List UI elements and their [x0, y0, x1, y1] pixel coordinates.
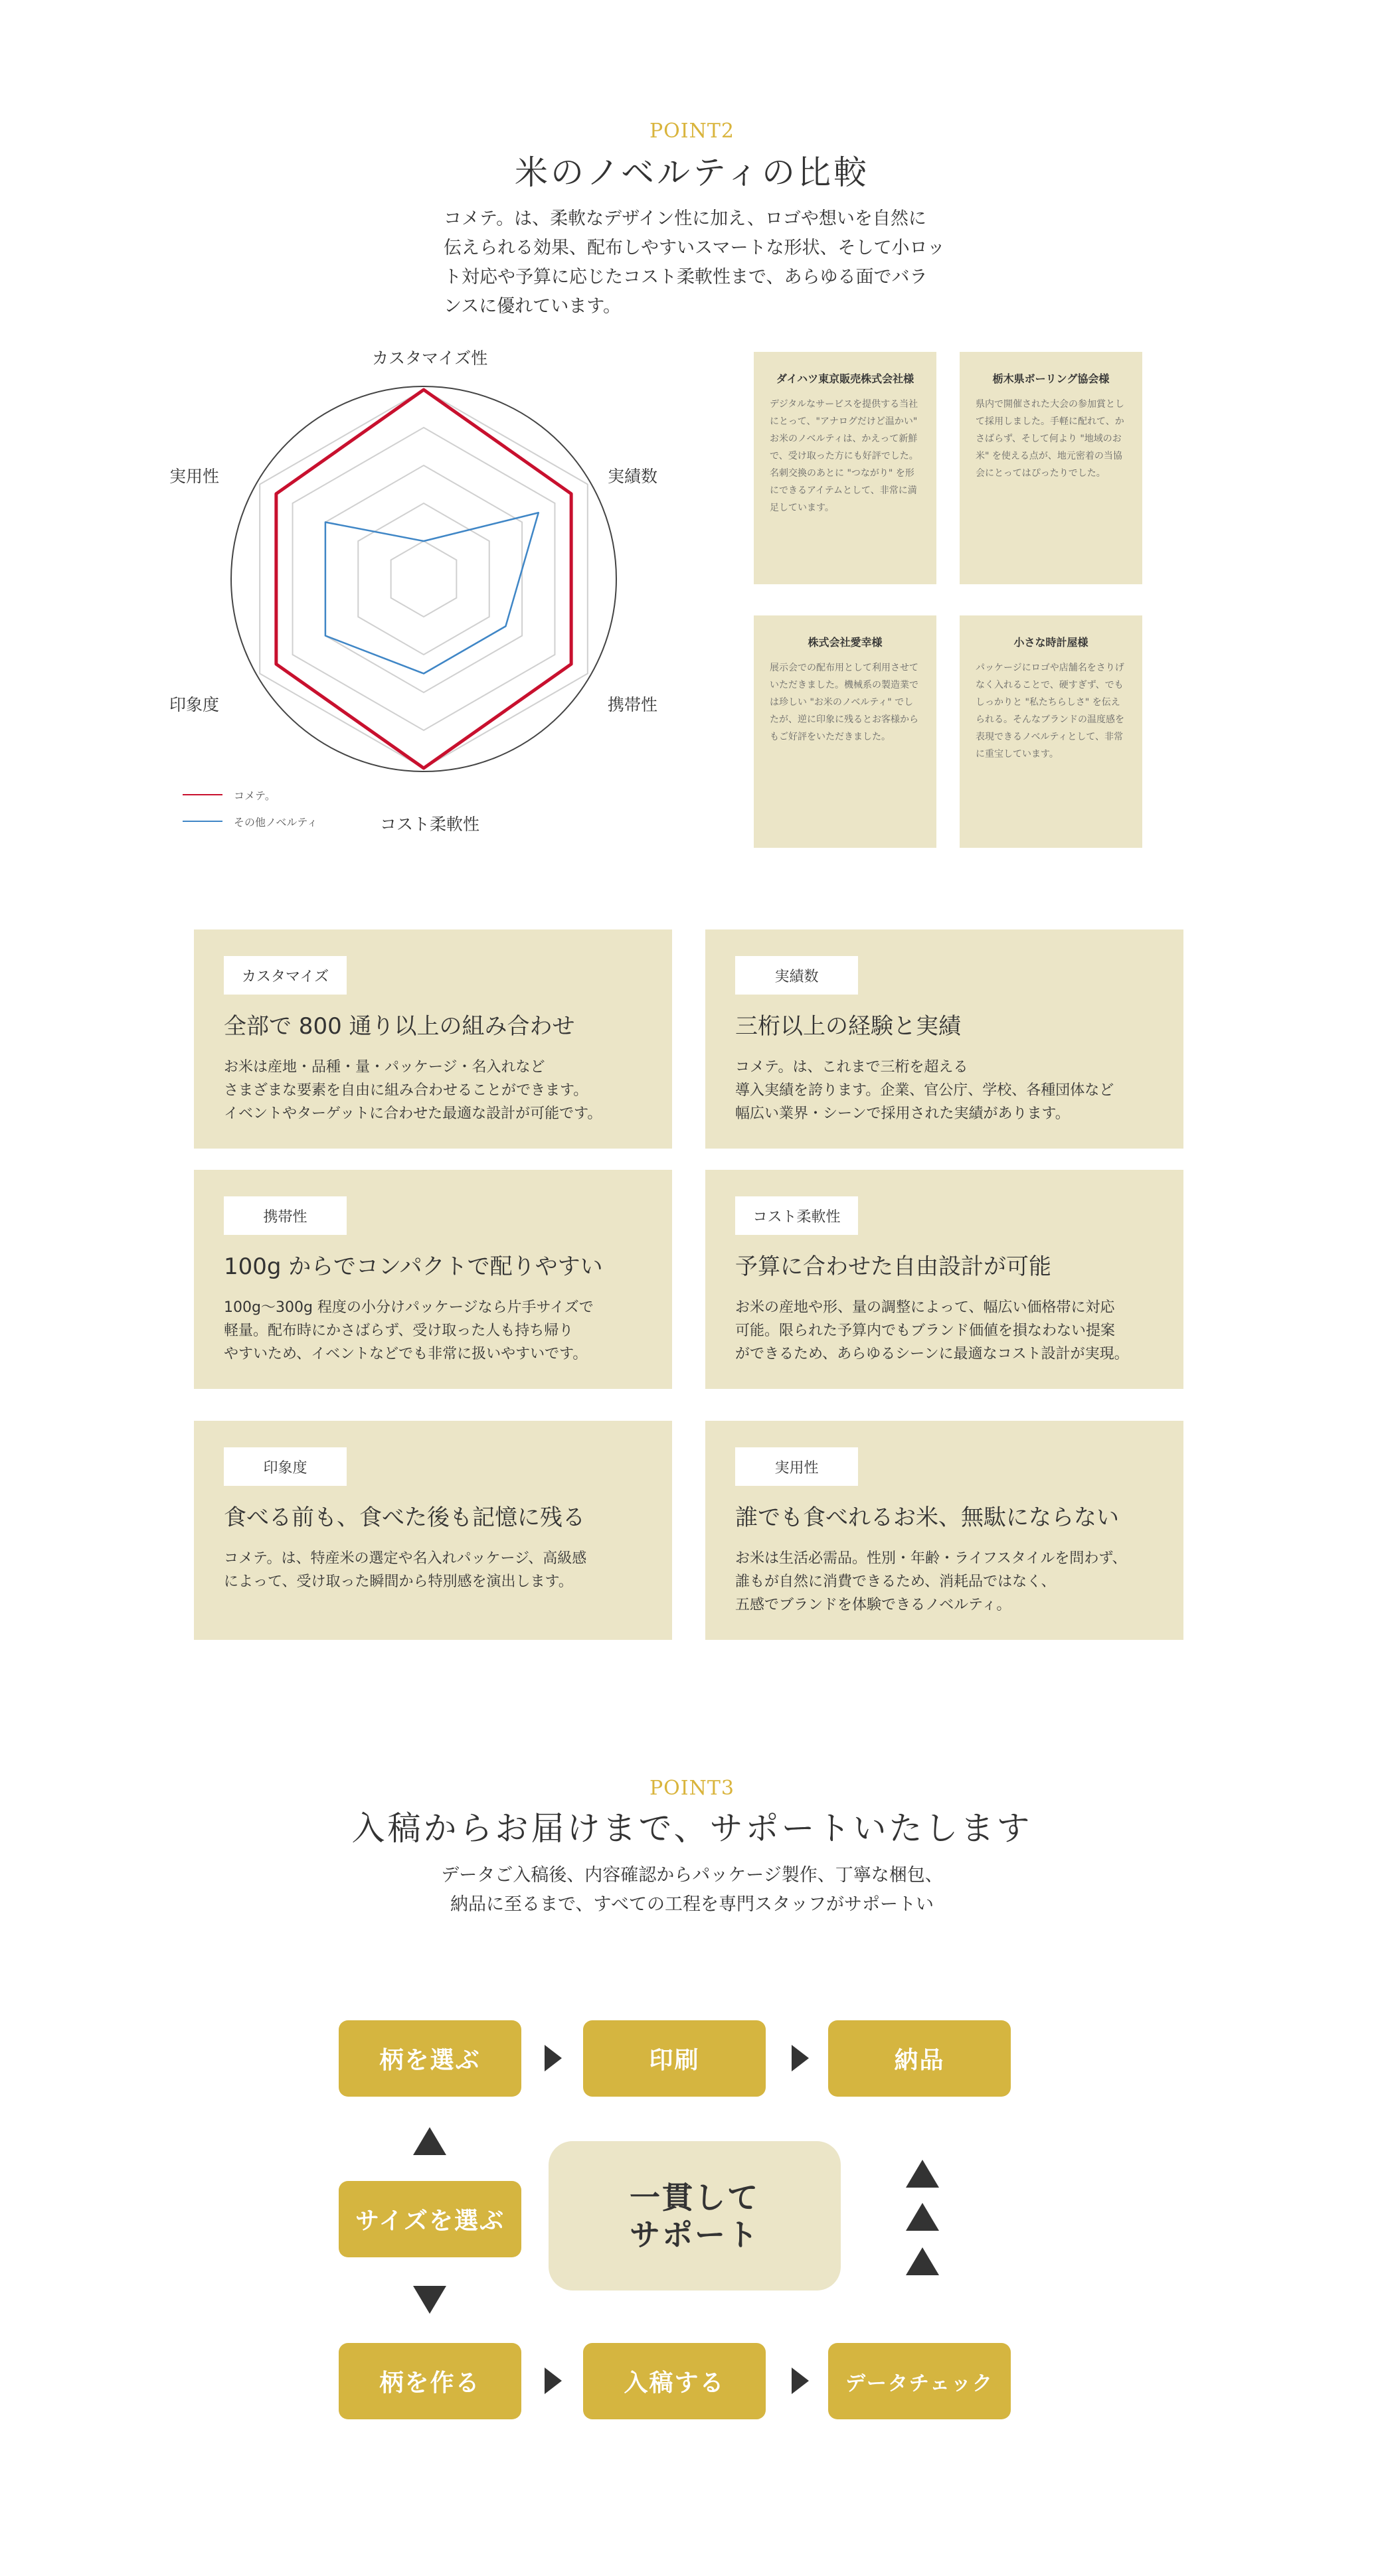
step-delivery: 納品 — [828, 2020, 1011, 2097]
feature-title: 100g からでコンパクトで配りやすい — [224, 1253, 603, 1280]
feature-title: 三桁以上の経験と実績 — [735, 1013, 961, 1040]
feature-body-line: 100g～300g 程度の小分けパッケージなら片手サイズで — [224, 1299, 594, 1316]
feature-title: 誰でも食べれるお米、無駄にならない — [735, 1504, 1119, 1531]
support-center-box — [549, 2141, 841, 2291]
feature-card-results — [705, 929, 1183, 1149]
point3-label: POINT3 — [649, 1777, 735, 1800]
testimonial-text: パッケージにロゴや店舗名をさりげなく入れることで、硬すぎず、でもしっかりと "私たちらしさ" を伝えられる。そんなブランドの温度感を表現できるノベルティとして、非常に重宝しています。 — [976, 663, 1124, 760]
step-choose-pattern: 柄を選ぶ — [339, 2020, 521, 2097]
feature-body — [735, 1547, 1167, 1617]
testimonial-card — [960, 615, 1142, 848]
point3-title: 入稿からお届けまで、サポートいたします — [351, 1809, 1033, 1848]
step-create-pattern: 柄を作る — [339, 2343, 521, 2419]
radar-axis-label: 実用性 — [169, 467, 220, 486]
testimonial-card — [754, 615, 936, 848]
feature-body — [224, 1056, 655, 1125]
center-line: サポート — [630, 2216, 760, 2253]
radar-grid-ring — [260, 390, 588, 768]
feature-tag: 印象度 — [224, 1447, 347, 1486]
feature-body-line: お米の産地や形、量の調整によって、幅広い価格帯に対応 — [735, 1299, 1115, 1316]
feature-card-cost — [705, 1170, 1183, 1389]
feature-body-line: 五感でブランドを体験できるノベルティ。 — [735, 1597, 1011, 1613]
intro-line: ンスに優れています。 — [444, 296, 622, 317]
feature-card-impression — [194, 1421, 672, 1640]
step-data-check: データチェック — [828, 2343, 1011, 2419]
feature-body — [224, 1296, 655, 1366]
feature-card-portability — [194, 1170, 672, 1389]
testimonial-card — [960, 352, 1142, 584]
arrow-up-icon — [906, 2203, 939, 2231]
feature-body — [735, 1296, 1167, 1366]
arrow-right-icon — [792, 2045, 809, 2071]
feature-title: 全部で 800 通り以上の組み合わせ — [224, 1013, 575, 1040]
feature-body-line: 導入実績を誇ります。企業、官公庁、学校、各種団体など — [735, 1082, 1114, 1099]
feature-body-line: 誰もが自然に消費できるため、消耗品ではなく、 — [735, 1573, 1056, 1590]
feature-tag: 実用性 — [735, 1447, 858, 1486]
feature-body-line: によって、受け取った瞬間から特別感を演出します。 — [224, 1573, 573, 1590]
testimonial-name: 栃木県ボーリング協会様 — [992, 372, 1110, 385]
feature-body-line: 軽量。配布時にかさばらず、受け取った人も持ち帰り — [224, 1323, 574, 1339]
feature-card-customize — [194, 929, 672, 1149]
radar-axis-label: 実績数 — [608, 467, 658, 486]
feature-title: 予算に合わせた自由設計が可能 — [735, 1253, 1051, 1280]
arrow-right-icon — [545, 2368, 562, 2394]
radar-grid — [260, 390, 588, 768]
feature-tag: 実績数 — [735, 956, 858, 995]
feature-body — [735, 1056, 1167, 1125]
radar-series-layer — [276, 390, 571, 768]
feature-body-line: お米は生活必需品。性別・年齢・ライフスタイルを問わず、 — [735, 1550, 1127, 1567]
feature-tag: 携帯性 — [224, 1196, 347, 1235]
feature-body-line: やすいため、イベントなどでも非常に扱いやすいです。 — [224, 1346, 588, 1362]
feature-card-practicality — [705, 1421, 1183, 1640]
arrow-down-icon — [413, 2286, 446, 2314]
feature-body — [224, 1547, 655, 1593]
testimonial-card — [754, 352, 936, 584]
step-choose-size: サイズを選ぶ — [339, 2181, 521, 2257]
feature-body-line: コメテ。は、特産米の選定や名入れパッケージ、高級感 — [224, 1550, 587, 1567]
legend-label-comete: コメテ。 — [234, 789, 276, 802]
radar-axis-label: コスト柔軟性 — [380, 815, 480, 834]
testimonial-text: 展示会での配布用として利用させていただきました。機械系の製造業では珍しい "お米のノベルティ" でしたが、逆に印象に残るとお客様からもご好評をいただきました。 — [770, 663, 918, 742]
feature-body-line: お米は産地・品種・量・パッケージ・名入れなど — [224, 1059, 545, 1076]
feature-tag: カスタマイズ — [224, 956, 347, 995]
feature-body-line: イベントやターゲットに合わせた最適な設計が可能です。 — [224, 1105, 602, 1122]
radar-axis-label: カスタマイズ性 — [372, 349, 488, 368]
radar-axis-label: 携帯性 — [608, 695, 658, 714]
step-print: 印刷 — [583, 2020, 766, 2097]
radar-grid-ring — [325, 465, 522, 692]
point3-intro — [0, 1861, 1384, 1919]
feature-body-line: さまざまな要素を自由に組み合わせることができます。 — [224, 1082, 588, 1099]
point2-title: 米のノベルティの比較 — [515, 153, 869, 192]
arrow-right-icon — [545, 2045, 562, 2071]
testimonial-name: ダイハツ東京販売株式会社様 — [776, 372, 914, 385]
arrow-up-icon — [906, 2160, 939, 2188]
arrow-up-icon — [413, 2127, 446, 2155]
testimonial-name: 小さな時計屋様 — [1013, 636, 1088, 649]
center-line: 一貫して — [630, 2179, 760, 2215]
testimonial-text: 県内で開催された大会の参加賞として採用しました。手軽に配れて、かさばらず、そして何より "地域のお米" を使える点が、地元密着の当協会にとってはぴったりでした。 — [976, 399, 1124, 479]
arrow-up-icon — [906, 2247, 939, 2275]
intro-line: コメテ。は、柔軟なデザイン性に加え、ロゴや想いを自然に — [444, 208, 926, 229]
step-submit: 入稿する — [583, 2343, 766, 2419]
radar-grid-ring — [358, 503, 489, 655]
radar-axis-label: 印象度 — [169, 695, 220, 714]
feature-tag: コスト柔軟性 — [735, 1196, 858, 1235]
testimonial-text: デジタルなサービスを提供する当社にとって、"アナログだけど温かい" お米のノベルティは、かえって新鮮で、受け取った方にも好評でした。名刺交換のあとに "つながり" を形にできるアイテムとして、非常に満足しています。 — [770, 399, 918, 513]
feature-body-line: コメテ。は、これまで三桁を超える — [735, 1059, 968, 1076]
radar-outer-circle — [231, 386, 616, 771]
arrow-right-icon — [792, 2368, 809, 2394]
intro-line: ト対応や予算に応じたコスト柔軟性まで、あらゆる面でバラ — [444, 267, 928, 287]
feature-body-line: 幅広い業界・シーンで採用された実績があります。 — [735, 1105, 1070, 1122]
feature-title: 食べる前も、食べた後も記憶に残る — [224, 1504, 585, 1531]
feature-body-line: ができるため、あらゆるシーンに最適なコスト設計が実現。 — [735, 1346, 1129, 1362]
radar-grid-ring — [391, 541, 457, 617]
radar-series-comete — [276, 390, 571, 768]
intro-line: データご入稿後、内容確認からパッケージ製作、丁寧な梱包、 — [441, 1865, 943, 1886]
point2-label: POINT2 — [649, 120, 735, 143]
legend-label-other: その他ノベルティ — [234, 816, 318, 829]
radar-grid-ring — [293, 428, 555, 730]
intro-line: 伝えられる効果、配布しやすいスマートな形状、そして小ロッ — [444, 238, 945, 258]
testimonial-name: 株式会社愛幸様 — [808, 636, 883, 649]
intro-line: 納品に至るまで、すべての工程を専門スタッフがサポートい — [450, 1894, 934, 1915]
feature-body-line: 可能。限られた予算内でもブランド価値を損なわない提案 — [735, 1323, 1116, 1339]
